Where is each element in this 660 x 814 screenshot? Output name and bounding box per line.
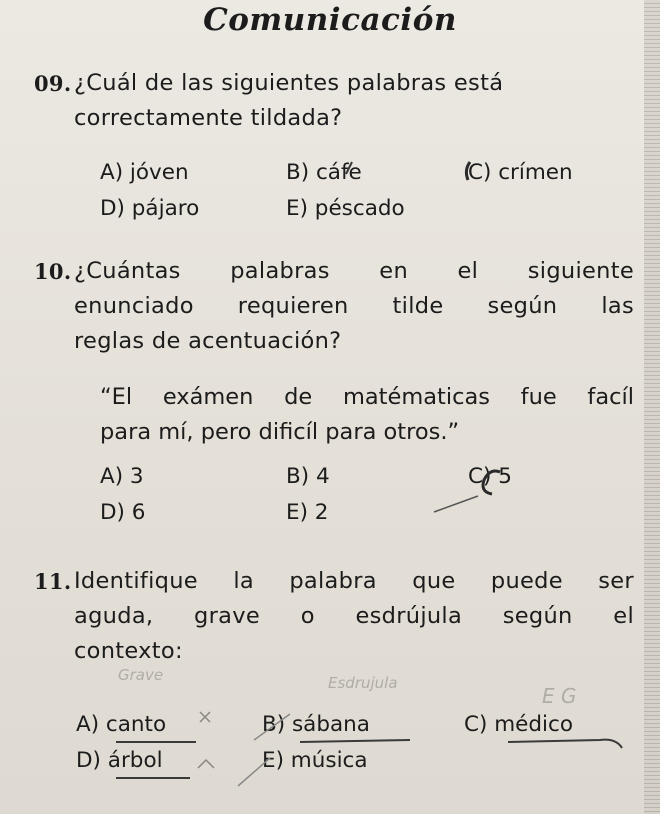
- q10-stroke-mark: [434, 496, 478, 512]
- q10-option-e[interactable]: E) 2: [286, 500, 329, 525]
- handwritten-note-grave: Grave: [118, 666, 164, 684]
- question-10-line-3: reglas de acentuación?: [74, 328, 342, 354]
- handwritten-note-esdrujula: Esdrujula: [328, 674, 398, 692]
- question-10-line-1: ¿Cuántas palabras en el siguiente: [74, 258, 634, 284]
- q9-option-e[interactable]: E) péscado: [286, 196, 405, 221]
- question-11-line-2: aguda, grave o esdrújula según el: [74, 603, 634, 629]
- q9-option-b[interactable]: B) cáfe: [286, 160, 362, 185]
- q10-quote: [100, 380, 634, 450]
- small-alpha-mark-a: [200, 712, 210, 722]
- question-10-line-2: enunciado requieren tilde según las: [74, 293, 634, 319]
- page-edge-binding: [644, 0, 660, 814]
- q10-option-b[interactable]: B) 4: [286, 464, 330, 489]
- underline-sabana: [300, 740, 410, 742]
- q11-option-b[interactable]: B) sábana: [262, 712, 370, 737]
- handwritten-note-eg: E G: [542, 684, 577, 708]
- q11-option-d[interactable]: D) árbol: [76, 748, 163, 773]
- question-10: [34, 254, 634, 359]
- q11-option-c[interactable]: C) médico: [464, 712, 574, 737]
- q10-option-a[interactable]: A) 3: [100, 464, 144, 489]
- question-9-number: 09.: [34, 71, 72, 96]
- q11-option-a[interactable]: A) canto: [76, 712, 167, 737]
- question-9-line-1: ¿Cuál de las siguientes palabras está: [74, 70, 504, 96]
- q10-option-d[interactable]: D) 6: [100, 500, 146, 525]
- underline-medico: [508, 740, 622, 748]
- question-9: [34, 66, 634, 136]
- q9-option-d[interactable]: D) pájaro: [100, 196, 200, 221]
- q10-quote-line-2: para mí, pero dificíl para otros.”: [100, 419, 460, 445]
- q11-option-e[interactable]: E) música: [262, 748, 368, 773]
- small-mark-d: [198, 760, 214, 768]
- page-title: Comunicación: [203, 2, 457, 38]
- q10-option-c[interactable]: C) 5: [468, 464, 512, 489]
- question-11: [34, 564, 634, 669]
- q10-quote-line-1: “El exámen de matématicas fue facíl: [100, 384, 634, 410]
- question-11-line-3: contexto:: [74, 638, 183, 664]
- q9-option-c[interactable]: C) crímen: [468, 160, 573, 185]
- question-9-line-2: correctamente tildada?: [74, 105, 343, 131]
- question-11-line-1: Identifique la palabra que puede ser: [74, 568, 634, 594]
- question-10-number: 10.: [34, 259, 72, 284]
- q9-option-a[interactable]: A) jóven: [100, 160, 189, 185]
- question-11-number: 11.: [34, 569, 72, 594]
